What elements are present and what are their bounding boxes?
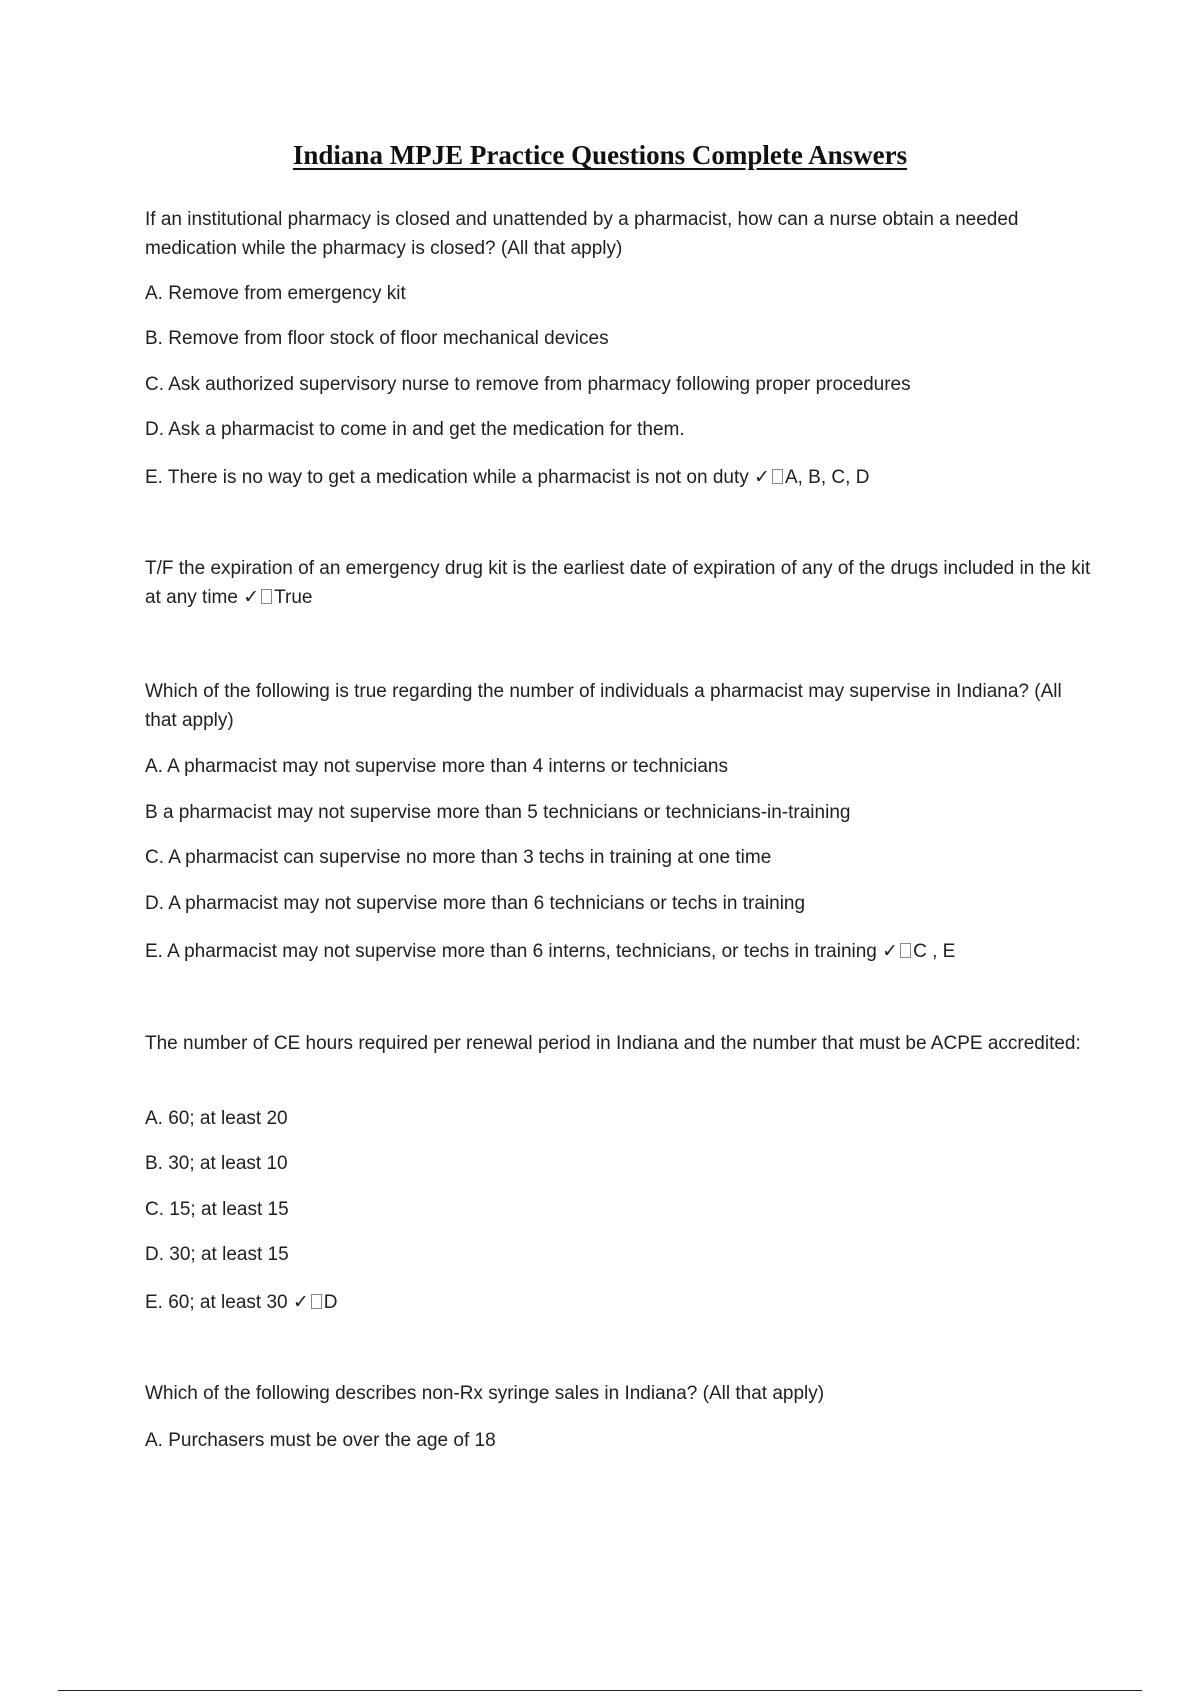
question-4-option-e-line xyxy=(145,1290,1095,1316)
question-3-option-c: C. A pharmacist can supervise no more than 3 techs in training at one time xyxy=(145,847,772,868)
checkbox-icon xyxy=(900,943,911,958)
question-1-option-c: C. Ask authorized supervisory nurse to remove from pharmacy following proper procedures xyxy=(145,374,911,395)
document-title xyxy=(0,140,1200,171)
question-1-option-d: D. Ask a pharmacist to come in and get the medication for them. xyxy=(145,419,685,440)
question-5-text: Which of the following describes non-Rx syringe sales in Indiana? (All that apply) xyxy=(145,1383,825,1404)
question-1-option-a: A. Remove from emergency kit xyxy=(145,283,406,304)
question-4-option-c: C. 15; at least 15 xyxy=(145,1199,289,1220)
question-4-text: The number of CE hours required per renewal period in Indiana and the number that must be ACPE accredited: xyxy=(145,1033,1081,1054)
question-4-answer: D xyxy=(323,1292,338,1313)
question-1-option-b: B. Remove from floor stock of floor mechanical devices xyxy=(145,328,609,349)
question-3-text: Which of the following is true regarding the number of individuals a pharmacist may supervise in Indiana? (All that apply) xyxy=(145,681,1062,731)
question-1-option-e-line xyxy=(145,465,1095,491)
check-icon: ✓ xyxy=(754,467,770,488)
document-title-text: Indiana MPJE Practice Questions Complete Answers xyxy=(292,140,908,170)
checkbox-icon xyxy=(261,589,272,604)
question-3-option-a: A. A pharmacist may not supervise more than 4 interns or technicians xyxy=(145,756,728,777)
question-5-option-a: A. Purchasers must be over the age of 18 xyxy=(145,1430,496,1451)
question-2-text-line xyxy=(145,554,1095,612)
check-icon: ✓ xyxy=(882,941,899,962)
check-icon: ✓ xyxy=(292,1292,309,1313)
question-1-option-e: E. There is no way to get a medication while a pharmacist is not on duty xyxy=(145,467,749,488)
question-3-option-e: E. A pharmacist may not supervise more than 6 interns, technicians, or techs in training xyxy=(145,941,877,962)
question-3-answer: C , E xyxy=(913,941,956,962)
question-4-option-d: D. 30; at least 15 xyxy=(145,1244,289,1265)
question-2-answer: True xyxy=(274,587,313,608)
question-2-text: T/F the expiration of an emergency drug kit is the earliest date of expiration of any of the drugs included in the kit at any time xyxy=(145,558,1091,608)
question-4-option-e: E. 60; at least 30 xyxy=(145,1292,288,1313)
checkbox-icon xyxy=(311,1294,322,1309)
question-3-option-e-line xyxy=(145,939,1095,965)
question-3-option-b: B a pharmacist may not supervise more than 5 technicians or technicians-in-training xyxy=(145,802,851,823)
checkbox-icon xyxy=(772,469,783,484)
question-4-option-a: A. 60; at least 20 xyxy=(145,1108,288,1129)
check-icon: ✓ xyxy=(243,587,260,608)
question-1-answer: A, B, C, D xyxy=(784,467,870,488)
question-1-text: If an institutional pharmacy is closed and unattended by a pharmacist, how can a nurse obtain a needed medication while the pharmacy is closed? (All that apply) xyxy=(145,209,1019,259)
question-3-option-d: D. A pharmacist may not supervise more than 6 technicians or techs in training xyxy=(145,893,806,914)
footer-divider xyxy=(58,1690,1142,1691)
question-4-option-b: B. 30; at least 10 xyxy=(145,1153,288,1174)
